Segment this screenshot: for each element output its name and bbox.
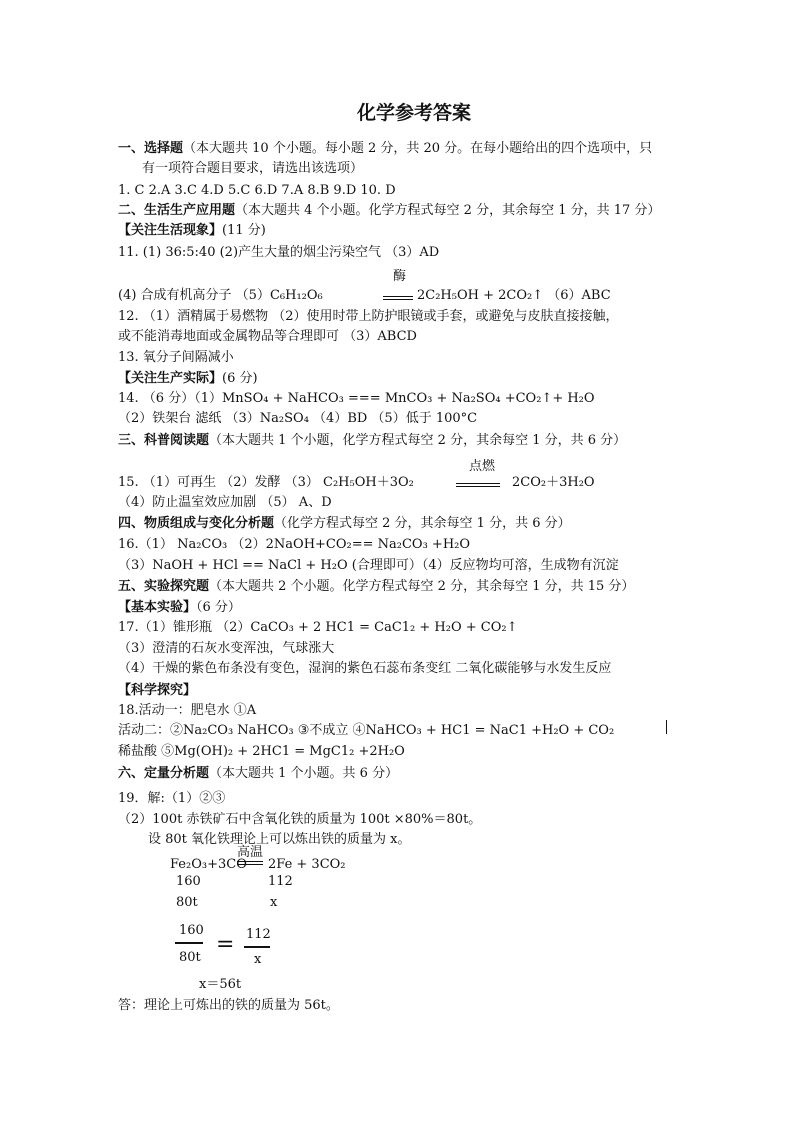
- subsection-life-points: (11 分): [222, 223, 266, 238]
- result-line: x＝56t: [199, 977, 242, 992]
- equation-right: 2Fe + 3CO₂: [268, 857, 346, 872]
- molar-mass-fe: 112: [268, 874, 293, 889]
- reaction-equals-sign: [237, 861, 263, 865]
- q17-line-3: （4）干燥的紫色布条没有变色，湿润的紫色石蕊布条变红 二氧化碳能够与水发生反应: [118, 661, 612, 676]
- q19-line-3: 设 80t 氧化铁理论上可以炼出铁的质量为 x。: [148, 832, 411, 847]
- subsection-life-title: 【关注生活现象】: [118, 223, 223, 238]
- q19-line-1: 19．解:（1）②③: [118, 791, 226, 806]
- subsection-life: [118, 223, 266, 239]
- given-mass: 80t: [176, 895, 198, 910]
- q17-line-1: 17.（1）锥形瓶 （2）CaCO₃ + 2 HC1 = CaC1₂ + H₂O + CO₂↑: [118, 620, 518, 635]
- final-answer: 答：理论上可炼出的铁的质量为 56t。: [118, 998, 339, 1013]
- q12-line-1: 12. （1）酒精属于易燃物 （2）使用时带上防护眼镜或手套，或避免与皮肤直接接触，: [118, 309, 619, 324]
- molar-mass-fe2o3: 160: [176, 874, 201, 889]
- proportion-equals: =: [216, 932, 235, 957]
- q11-line-2-post: 2C₂H₅OH + 2CO₂↑ （6）ABC: [417, 288, 611, 303]
- fraction-1-bar: [175, 942, 203, 944]
- subsection-basic-experiment: [118, 600, 241, 616]
- high-temp-condition: 高温: [237, 845, 264, 860]
- fraction-2-denominator: x: [254, 952, 262, 967]
- subsection-science-inquiry: 【科学探究】: [118, 683, 197, 698]
- section-1-desc: （本大题共 10 个小题。每小题 2 分，共 20 分。在每小题给出的四个选项中，只: [183, 141, 653, 156]
- section-1-desc-cont: 有一项符合题目要求，请选出该选项）: [142, 161, 364, 176]
- q1-10-answers: 1. C 2.A 3.C 4.D 5.C 6.D 7.A 8.B 9.D 10. D: [118, 183, 396, 198]
- q11-line-2-pre: (4) 合成有机高分子 （5）C₆H₁₂O₆: [118, 288, 323, 303]
- q18-line-1: 18.活动一：肥皂水 ①A: [118, 703, 257, 718]
- q16-line-1: 16.（1） Na₂CO₃ （2）2NaOH+CO₂== Na₂CO₃ +H₂O: [118, 537, 471, 552]
- q17-line-2: （3）澄清的石灰水变浑浊，气球涨大: [118, 641, 335, 656]
- q13-line: 13. 氧分子间隔减小: [118, 350, 234, 365]
- section-4-title: 四、物质组成与变化分析题: [118, 516, 275, 531]
- q18-line-2: 活动二：②Na₂CO₃ NaHCO₃ ③不成立 ④NaHCO₃ + HC1 = NaC1 +H₂O + CO₂: [118, 723, 615, 738]
- gas-arrow-icon: [666, 720, 667, 734]
- fraction-2-bar: [244, 946, 270, 948]
- subsection-basic-title: 【基本实验】: [118, 600, 197, 615]
- q15-line-2: （4）防止温室效应加剧 （5） A、D: [118, 495, 332, 510]
- q15-line-1-pre: 15. （1）可再生 （2）发酵 （3） C₂H₅OH＋3O₂: [118, 475, 414, 490]
- q16-line-2: （3）NaOH + HCl == NaCl + H₂O (合理即可）（4）反应物均可溶，生成物有沉淀: [118, 558, 619, 573]
- page-title: 化学参考答案: [357, 102, 472, 124]
- reaction-equals-sign: [383, 296, 413, 300]
- subsection-basic-points: （6 分）: [196, 600, 241, 615]
- section-5-heading: [118, 579, 634, 595]
- section-3-title: 三、科普阅读题: [118, 433, 210, 448]
- section-3-desc: （本大题共 1 个小题，化学方程式每空 2 分，其余每空 1 分，共 6 分）: [209, 433, 627, 448]
- section-6-heading: [118, 766, 398, 782]
- fraction-1-denominator: 80t: [179, 950, 201, 965]
- fraction-2-numerator: 112: [246, 927, 271, 942]
- section-6-title: 六、定量分析题: [118, 766, 210, 781]
- section-4-desc: （化学方程式每空 2 分，其余每空 1 分，共 6 分）: [274, 516, 571, 531]
- section-5-title: 五、实验探究题: [118, 579, 210, 594]
- section-2-desc: （本大题共 4 个小题。化学方程式每空 2 分，其余每空 1 分，共 17 分）: [235, 203, 661, 218]
- reaction-equals-sign: [456, 483, 500, 487]
- section-1-title: 一、选择题: [118, 141, 184, 156]
- ignition-condition: 点燃: [469, 459, 496, 474]
- subsection-production: [118, 371, 258, 387]
- subsection-production-points: (6 分): [222, 371, 258, 386]
- section-6-desc: （本大题共 1 个小题。共 6 分）: [209, 766, 399, 781]
- unknown-mass: x: [270, 895, 278, 910]
- q14-line-1: 14. （6 分）（1）MnSO₄ + NaHCO₃ === MnCO₃ + Na₂SO₄ +CO₂↑+ H₂O: [118, 391, 595, 406]
- q12-line-2: 或不能消毒地面或金属物品等合理即可 （3）ABCD: [118, 329, 417, 344]
- q19-line-2: （2）100t 赤铁矿石中含氧化铁的质量为 100t ×80%＝80t。: [118, 812, 482, 827]
- section-1-heading: [118, 141, 652, 157]
- enzyme-condition: 酶: [393, 269, 407, 284]
- section-2-title: 二、生活生产应用题: [118, 203, 236, 218]
- q15-line-1-post: 2CO₂＋3H₂O: [512, 475, 595, 490]
- q18-line-3: 稀盐酸 ⑤Mg(OH)₂ + 2HC1 = MgC1₂ +2H₂O: [118, 744, 405, 759]
- section-4-heading: [118, 516, 571, 532]
- section-3-heading: [118, 433, 626, 449]
- fraction-1-numerator: 160: [179, 923, 204, 938]
- section-2-heading: [118, 203, 660, 219]
- q11-line-1: 11. (1) 36:5:40 (2)产生大量的烟尘污染空气 （3）AD: [118, 245, 440, 260]
- section-5-desc: （本大题共 2 个小题。化学方程式每空 2 分，其余每空 1 分，共 15 分）: [209, 579, 635, 594]
- equation-left: Fe₂O₃+3CO: [170, 857, 247, 872]
- subsection-production-title: 【关注生产实际】: [118, 371, 223, 386]
- q14-line-2: （2）铁架台 滤纸 （3）Na₂SO₄ （4）BD （5）低于 100°C: [118, 411, 478, 426]
